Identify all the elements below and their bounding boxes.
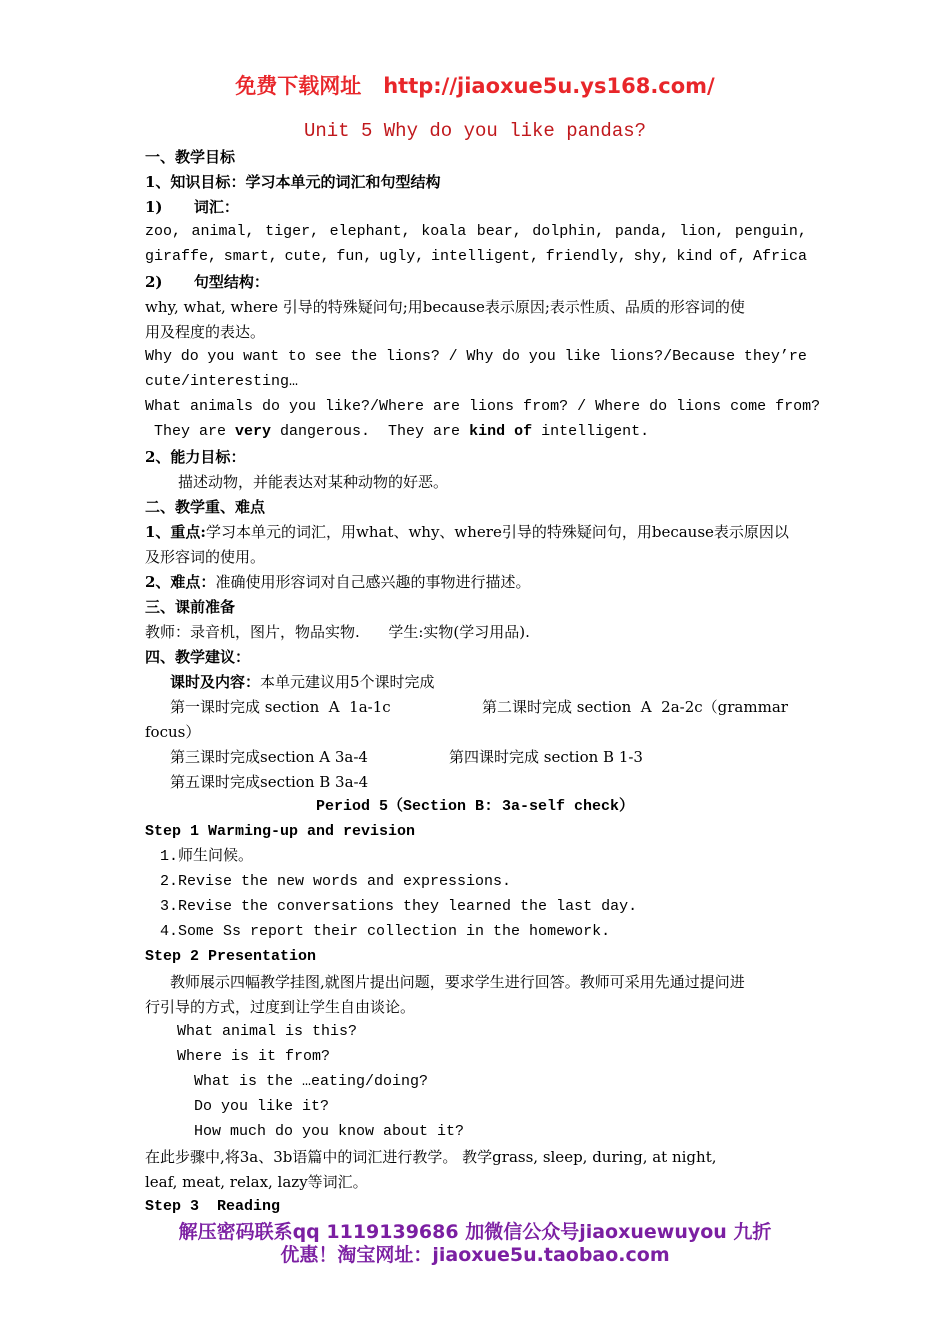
example-3: They are very dangerous. They are kind of intelligent. bbox=[145, 423, 650, 440]
period-5: 第五课时完成section B 3a-4 bbox=[170, 773, 369, 791]
footer-line-1: 解压密码联系qq 1119139686 加微信公众号jiaoxuewuyou 九折 bbox=[178, 1221, 772, 1243]
step-2-text-1: 教师展示四幅教学挂图,就图片提出问题，要求学生进行回答。教师可采用先通过提问进 bbox=[170, 973, 745, 991]
pattern-text-2: 用及程度的表达。 bbox=[145, 323, 266, 341]
period-2: 第二课时完成 section A 2a-2c（grammar bbox=[482, 698, 788, 716]
knowledge-goal: 1、知识目标：学习本单元的词汇和句型结构 bbox=[145, 173, 441, 191]
step-1-item: 1.师生问候。 bbox=[160, 848, 254, 865]
section-1-heading: 一、教学目标 bbox=[145, 148, 236, 166]
period-4: 第四课时完成 section B 1-3 bbox=[449, 748, 643, 766]
period-2-cont: focus） bbox=[145, 723, 201, 741]
example-1b: cute/interesting… bbox=[145, 373, 299, 390]
vocab-line-1: zoo, animal, tiger, elephant, koala bear, dolphin, panda, lion, penguin, bbox=[145, 223, 807, 240]
vocab-heading: 1) 词汇： bbox=[145, 198, 239, 216]
step-3-heading: Step 3 Reading bbox=[145, 1198, 281, 1215]
page-title: Unit 5 Why do you like pandas? bbox=[303, 120, 647, 142]
period-3: 第三课时完成section A 3a-4 bbox=[170, 748, 368, 766]
header-label: 免费下载网址 bbox=[235, 74, 362, 98]
ability-goal: 2、能力目标： bbox=[145, 448, 246, 466]
footer-line-2[interactable]: 优惠！淘宝网址：jiaoxue5u.taobao.com bbox=[280, 1244, 670, 1266]
section-4-heading: 四、教学建议： bbox=[145, 648, 251, 666]
vocab-line-2: giraffe, smart, cute, fun, ugly, intelligent, friendly, shy, kind of, Africa bbox=[145, 248, 807, 265]
period-1: 第一课时完成 section A 1a-1c bbox=[170, 698, 391, 716]
step-1-heading: Step 1 Warming-up and revision bbox=[145, 823, 416, 840]
question-5: How much do you know about it? bbox=[194, 1123, 465, 1140]
step-2-teach-1: 在此步骤中,将3a、3b语篇中的词汇进行教学。 教学grass, sleep, during, at night, bbox=[145, 1148, 717, 1166]
question-1: What animal is this? bbox=[177, 1023, 358, 1040]
step-2-heading: Step 2 Presentation bbox=[145, 948, 317, 965]
pattern-heading: 2) 句型结构： bbox=[145, 273, 269, 291]
key-point-1: 1、重点:学习本单元的词汇，用what、why、where引导的特殊疑问句，用because表示原因以 bbox=[145, 523, 789, 541]
pattern-text-1: why, what, where 引导的特殊疑问句;用because表示原因;表示性质、品质的形容词的使 bbox=[145, 298, 745, 316]
step-2-text-2: 行引导的方式，过度到让学生自由谈论。 bbox=[145, 998, 416, 1016]
header-banner bbox=[0, 70, 950, 100]
example-2: What animals do you like?/Where are lions from? / Where do lions come from? bbox=[145, 398, 821, 415]
section-2-heading: 二、教学重、难点 bbox=[145, 498, 266, 516]
step-2-teach-2: leaf, meat, relax, lazy等词汇。 bbox=[145, 1173, 368, 1191]
header-url[interactable]: http://jiaoxue5u.ys168.com/ bbox=[383, 74, 715, 98]
footer bbox=[0, 1221, 950, 1267]
question-3: What is the …eating/doing? bbox=[194, 1073, 429, 1090]
key-point-2: 及形容词的使用。 bbox=[145, 548, 266, 566]
step-1-item: 4.Some Ss report their collection in the homework. bbox=[160, 923, 611, 940]
period-title: Period 5（Section B: 3a-self check） bbox=[315, 798, 635, 815]
step-1-item: 3.Revise the conversations they learned the last day. bbox=[160, 898, 638, 915]
example-1a: Why do you want to see the lions? / Why do you like lions?/Because they’re bbox=[145, 348, 807, 365]
question-4: Do you like it? bbox=[194, 1098, 330, 1115]
preparation-text: 教师：录音机，图片，物品实物. 学生:实物(学习用品). bbox=[145, 623, 530, 641]
schedule: 课时及内容：本单元建议用5个课时完成 bbox=[170, 673, 435, 691]
difficulty: 2、难点：准确使用形容词对自己感兴趣的事物进行描述。 bbox=[145, 573, 531, 591]
ability-text: 描述动物，并能表达对某种动物的好恶。 bbox=[178, 473, 449, 491]
question-2: Where is it from? bbox=[177, 1048, 331, 1065]
step-1-item: 2.Revise the new words and expressions. bbox=[160, 873, 512, 890]
section-3-heading: 三、课前准备 bbox=[145, 598, 236, 616]
